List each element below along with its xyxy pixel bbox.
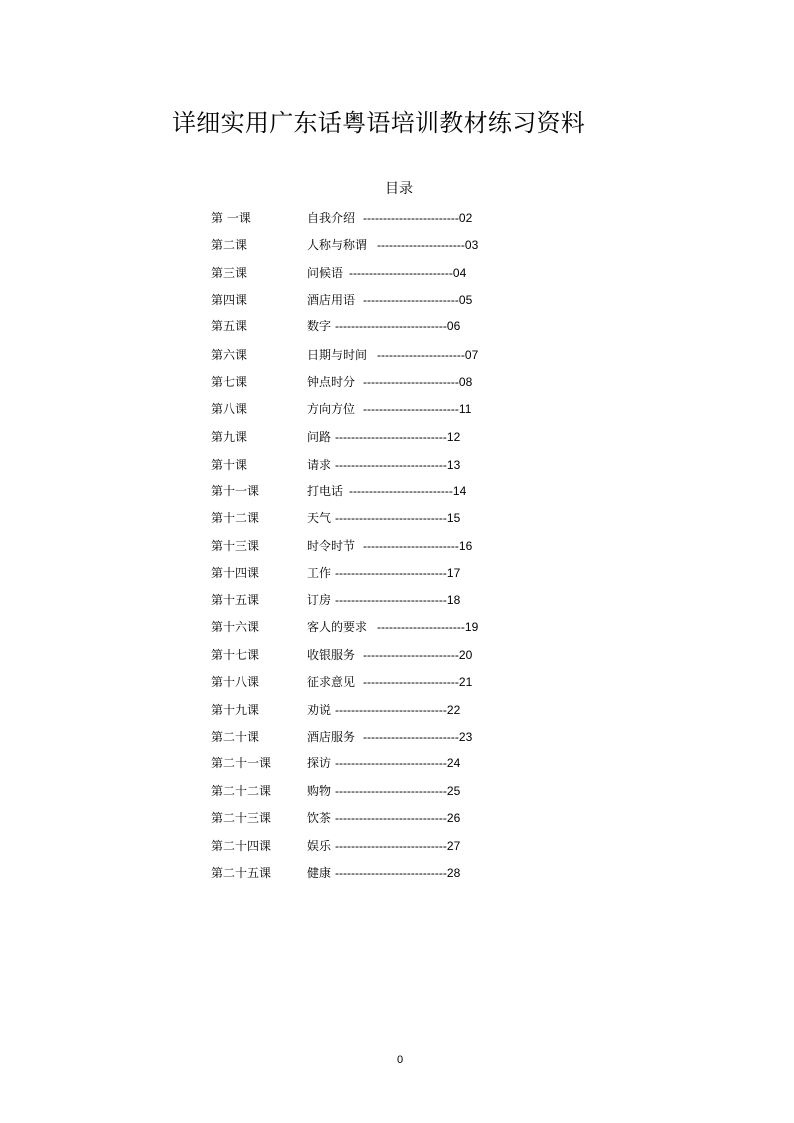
- toc-lesson: 第四课: [211, 293, 248, 307]
- toc-topic: 钟点时分: [307, 375, 356, 389]
- toc-topic: 收银服务: [307, 648, 356, 662]
- toc-lesson: 第十四课: [211, 566, 260, 580]
- toc-row-25: [211, 864, 531, 882]
- toc-topic: 娱乐: [307, 839, 332, 853]
- toc-row-12: [211, 509, 531, 527]
- toc-leader-page: ----------------------------27: [335, 839, 461, 853]
- toc-lesson: 第十一课: [211, 484, 260, 498]
- toc-row-19: [211, 701, 531, 719]
- toc-leader-page: ----------------------------18: [335, 593, 461, 607]
- toc-topic: 工作: [307, 566, 332, 580]
- toc-lesson: 第十九课: [211, 703, 260, 717]
- toc-topic: 劝说: [307, 703, 332, 717]
- toc-lesson: 第十三课: [211, 539, 260, 553]
- document-title: 详细实用广东话粤语培训教材练习资料: [172, 109, 586, 137]
- toc-row-24: [211, 837, 531, 855]
- toc-row-1: [211, 209, 531, 227]
- toc-row-15: [211, 591, 531, 609]
- toc-lesson: 第二课: [211, 238, 248, 252]
- toc-leader-page: --------------------------14: [349, 484, 467, 498]
- toc-leader-page: ----------------------------26: [335, 811, 461, 825]
- toc-lesson: 第九课: [211, 430, 248, 444]
- toc-row-8: [211, 400, 531, 418]
- toc-leader-page: ------------------------05: [363, 293, 473, 307]
- toc-leader-page: ----------------------------15: [335, 511, 461, 525]
- toc-row-22: [211, 782, 531, 800]
- toc-leader-page: ----------------------07: [377, 348, 479, 362]
- toc-row-6: [211, 346, 531, 364]
- toc-lesson: 第二十一课: [211, 756, 272, 770]
- toc-lesson: 第二十课: [211, 730, 260, 744]
- toc-row-18: [211, 673, 531, 691]
- toc-row-4: [211, 291, 531, 309]
- toc-topic: 饮茶: [307, 811, 332, 825]
- toc-row-11: [211, 482, 531, 500]
- toc-topic: 健康: [307, 866, 332, 880]
- toc-topic: 征求意见: [307, 675, 356, 689]
- toc-row-21: [211, 754, 531, 772]
- toc-lesson: 第十五课: [211, 593, 260, 607]
- toc-lesson: 第二十二课: [211, 784, 272, 798]
- toc-lesson: 第六课: [211, 348, 248, 362]
- toc-row-7: [211, 373, 531, 391]
- toc-topic: 探访: [307, 756, 332, 770]
- toc-lesson: 第十课: [211, 458, 248, 472]
- toc-topic: 购物: [307, 784, 332, 798]
- toc-row-10: [211, 456, 531, 474]
- toc-leader-page: ----------------------------12: [335, 430, 461, 444]
- toc-lesson: 第三课: [211, 266, 248, 280]
- toc-lesson: 第二十四课: [211, 839, 272, 853]
- toc-topic: 方向方位: [307, 402, 356, 416]
- toc-lesson: 第 一课: [211, 211, 251, 225]
- toc-topic: 问候语: [307, 266, 344, 280]
- toc-row-20: [211, 728, 531, 746]
- toc-topic: 自我介绍: [307, 211, 356, 225]
- toc-topic: 日期与时间: [307, 348, 368, 362]
- toc-leader-page: ----------------------------25: [335, 784, 461, 798]
- toc-topic: 时令时节: [307, 539, 356, 553]
- toc-lesson: 第十八课: [211, 675, 260, 689]
- toc-row-2: [211, 236, 531, 254]
- toc-leader-page: ----------------------------28: [335, 866, 461, 880]
- page-number: 0: [396, 1054, 404, 1066]
- toc-leader-page: ----------------------------13: [335, 458, 461, 472]
- toc-lesson: 第七课: [211, 375, 248, 389]
- toc-row-17: [211, 646, 531, 664]
- toc-topic: 人称与称谓: [307, 238, 368, 252]
- toc-row-3: [211, 264, 531, 282]
- toc-leader-page: ------------------------23: [363, 730, 473, 744]
- toc-lesson: 第五课: [211, 319, 248, 333]
- toc-lesson: 第十七课: [211, 648, 260, 662]
- toc-leader-page: ------------------------20: [363, 648, 473, 662]
- toc-topic: 请求: [307, 458, 332, 472]
- toc-row-23: [211, 809, 531, 827]
- toc-leader-page: ----------------------03: [377, 238, 479, 252]
- toc-lesson: 第十二课: [211, 511, 260, 525]
- toc-topic: 订房: [307, 593, 332, 607]
- toc-leader-page: ----------------------------17: [335, 566, 461, 580]
- toc-row-16: [211, 618, 531, 636]
- toc-leader-page: ------------------------21: [363, 675, 473, 689]
- toc-row-5: [211, 317, 531, 335]
- toc-lesson: 第二十五课: [211, 866, 272, 880]
- toc-topic: 问路: [307, 430, 332, 444]
- toc-leader-page: ------------------------02: [363, 211, 473, 225]
- toc-leader-page: ----------------------------22: [335, 703, 461, 717]
- toc-topic: 天气: [307, 511, 332, 525]
- toc-leader-page: ----------------------------24: [335, 756, 461, 770]
- toc-topic: 客人的要求: [307, 620, 368, 634]
- toc-topic: 酒店用语: [307, 293, 356, 307]
- toc-lesson: 第十六课: [211, 620, 260, 634]
- toc-leader-page: ----------------------19: [377, 620, 479, 634]
- toc-topic: 打电话: [307, 484, 344, 498]
- toc-leader-page: --------------------------04: [349, 266, 467, 280]
- toc-heading: 目录: [385, 181, 413, 197]
- toc-leader-page: ------------------------11: [363, 402, 472, 416]
- toc-lesson: 第二十三课: [211, 811, 272, 825]
- toc-row-9: [211, 428, 531, 446]
- toc-row-13: [211, 537, 531, 555]
- toc-leader-page: ------------------------08: [363, 375, 473, 389]
- toc-leader-page: ------------------------16: [363, 539, 473, 553]
- toc-topic: 酒店服务: [307, 730, 356, 744]
- toc-row-14: [211, 564, 531, 582]
- toc-topic: 数字: [307, 319, 332, 333]
- toc-lesson: 第八课: [211, 402, 248, 416]
- toc-leader-page: ----------------------------06: [335, 319, 461, 333]
